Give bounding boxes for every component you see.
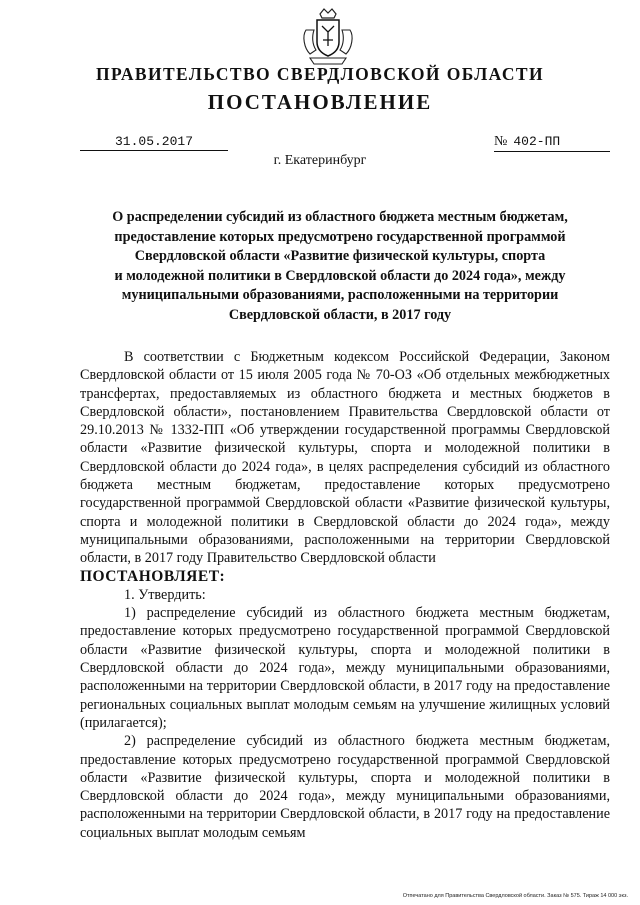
title-line: О распределении субсидий из областного бюджета местным бюджетам, — [112, 209, 568, 225]
print-note: Отпечатано для Правительства Свердловской области. Заказ № 575. Тираж 14 000 экз. — [402, 893, 628, 899]
document-body — [80, 348, 610, 842]
preamble-paragraph: В соответствии с Бюджетным кодексом Российской Федерации, Законом Свердловской области от 15 июля 2005 года № 70-ОЗ «Об отдельных межбюджетных трансфертах, предоставляемых из областного бюджета и местных бюджетов в Свердловской области», постановлением Правительства Свердловской области от 29.10.2013 № 1332-ПП «Об утверждении государственной программы Свердловской области «Развитие физической культуры, спорта и молодежной политики в Свердловской области до 2024 года», в целях распределения субсидий из областного бюджета местным бюджетам, предоставление которых предусмотрено государственной программой Свердловской области «Развитие физической культуры, спорта и молодежной политики в Свердловской области до 2024 года», между муниципальными образованиями, расположенными на территории Свердловской области, в 2017 году Правительство Свердловской области — [80, 349, 610, 567]
coat-of-arms-icon — [300, 8, 356, 68]
decree-heading: ПОСТАНОВЛЯЕТ: — [80, 567, 226, 585]
title-line: и молодежной политики в Свердловской области до 2024 года», между — [114, 267, 566, 284]
title-line: Свердловской области «Развитие физической культуры, спорта — [134, 248, 546, 264]
document-date: 31.05.2017 — [80, 134, 228, 151]
item-1: 1. Утвердить: — [124, 586, 206, 603]
title-line: Свердловской области, в 2017 году — [228, 306, 452, 323]
document-type: ПОСТАНОВЛЕНИЕ — [207, 90, 433, 114]
document-number-field — [494, 134, 610, 152]
document-number: 402-ПП — [513, 134, 561, 149]
title-line: муниципальными образованиями, расположенными на территории — [121, 287, 559, 303]
number-sign: № — [494, 134, 508, 149]
organization-name: ПРАВИТЕЛЬСТВО СВЕРДЛОВСКОЙ ОБЛАСТИ — [96, 64, 544, 84]
document-city: г. Екатеринбург — [273, 153, 367, 168]
title-line: предоставление которых предусмотрено государственной программой — [114, 228, 566, 245]
item-1-1-paragraph: 1) распределение субсидий из областного бюджета местным бюджетам, предоставление которых предусмотрено государственной программой Свердловской области «Развитие физической культуры, спорта и молодежной политики в Свердловской области до 2024 года», между муниципальными образованиями, расположенными на территории Свердловской области, в 2017 году на предоставление региональных социальных выплат молодым семьям на улучшение жилищных условий (прилагается); — [80, 605, 610, 731]
item-1-2-paragraph: 2) распределение субсидий из областного бюджета местным бюджетам, предоставление которых предусмотрено государственной программой Свердловской области «Развитие физической культуры, спорта и молодежной политики в Свердловской области до 2024 года», между муниципальными образованиями, расположенными на территории Свердловской области, в 2017 году на предоставление социальных выплат молодым семьям — [80, 733, 610, 841]
document-title — [90, 208, 590, 325]
